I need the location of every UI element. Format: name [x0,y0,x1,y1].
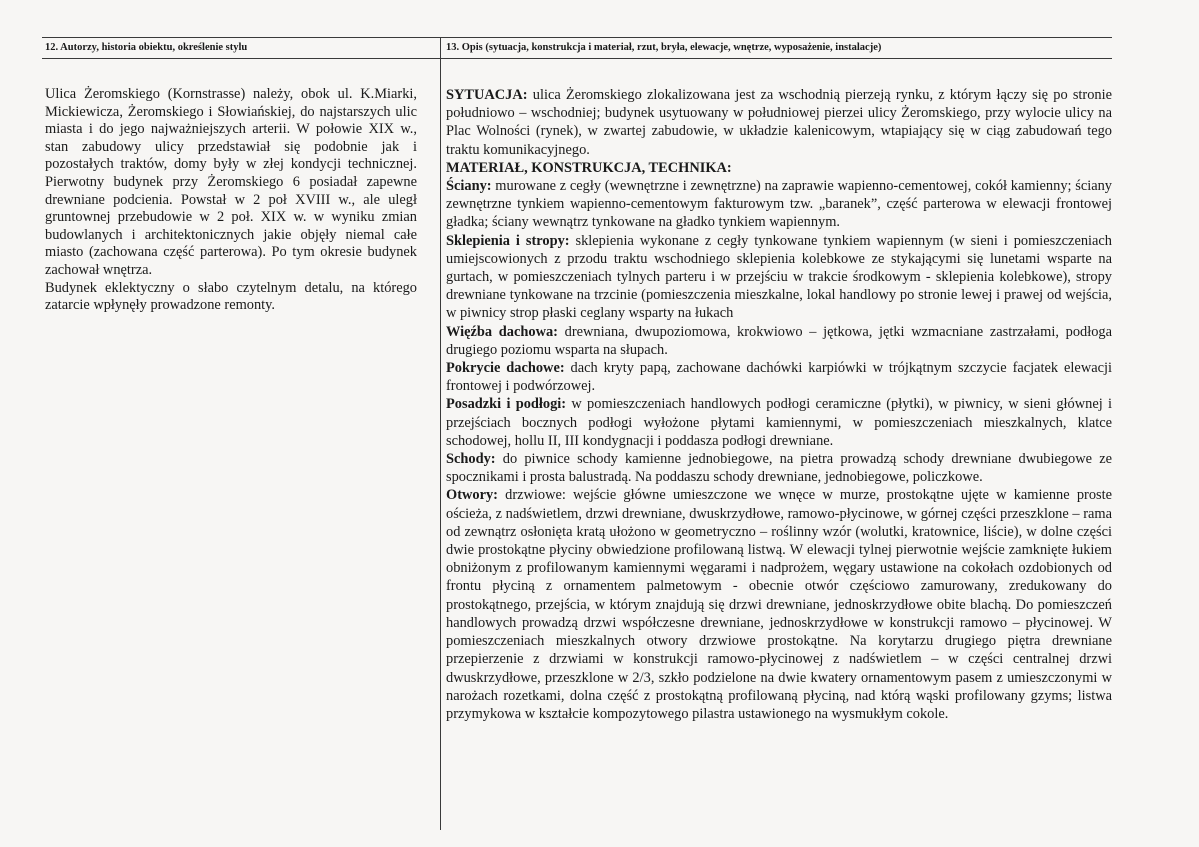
situation-paragraph [446,86,1112,159]
column-divider [440,37,441,830]
floors-text: w pomieszczeniach handlowych podłogi ceramiczne (płytki), w piwnicy, w sieni głównej i przejściach bocznych podłogi wyłożone płytami kamiennymi, w pomieszczeniach mieszkalnych, klatce schodowej, hollu II, III kondygnacji i poddasza podłogi drewniane. [446,396,1112,449]
walls-text: murowane z cegły (wewnętrzne i zewnętrzne) na zaprawie wapienno-cementowej, cokół kamienny; ściany zewnętrzne tynkiem wapienno-cementowym fakturowym tzw. „baranek”, część parterowa w elewacji frontowej gładka; ściany wewnątrz tynkowane na gładko tynkiem wapiennym. [446,178,1112,231]
vaults-label: Sklepienia i stropy: [446,232,570,249]
style-paragraph: Budynek eklektyczny o słabo czytelnym detalu, na którego zatarcie wpłynęły prowadzone remonty. [45,279,417,314]
roofing-text: dach kryty papą, zachowane dachówki karpiówki w trójkątnym szczycie facjatek elewacji frontowej i podwórzowej. [446,360,1112,395]
history-paragraph: Ulica Żeromskiego (Kornstrasse) należy, obok ul. K.Miarki, Mickiewicza, Żeromskiego i Słowiańskiej, do najstarszych ulic miasta i do jego najważniejszych arterii. W połowie XIX w., stan zabudowy ulicy przedstawiał się podobnie jak i pozostałych traktów, domy były w złej kondycji technicznej. Pierwotny budynek przy Żeromskiego 6 posiadał zapewne drewniane podcienia. Powstał w 2 poł XVIII w., ale uległ gruntownej przebudowie w 2 poł. XIX w. w wyniku zmian budowlanych i architektonicznych jakie objęły niemal całe miasto (zachowana część parterowa). Po tym okresie budynek zachował wnętrza. [45,86,417,278]
top-rule [42,37,1112,38]
situation-label: SYTUACJA: [446,87,528,103]
walls-label: Ściany: [446,178,492,195]
stairs-label: Schody: [446,451,496,468]
vaults-text: sklepienia wykonane z cegły tynkowane tynkiem wapiennym (w sieni i pomieszczeniach umiejscowionych z przodu traktu wschodniego sklepienia kolebkowe ze stykającymi się lunetami wsparte na gurtach, w pomieszczeniach tylnych parteru i w przejściu w trakcie środkowym - sklepienia kolebkowe), stropy drewniane tynkowane na trzcinie (pomieszczenia mieszkalne, lokal handlowy po stronie lewej i prawej od wejścia, w piwnicy strop płaski ceglany wsparty na łukach [446,232,1112,322]
walls-paragraph [446,177,1112,232]
history-section [45,86,417,315]
vaults-paragraph [446,232,1112,323]
floors-paragraph [446,395,1112,450]
description-section [446,86,1112,723]
roofing-label: Pokrycie dachowe: [446,360,565,377]
openings-label: Otwory: [446,487,498,504]
roof-truss-paragraph [446,323,1112,359]
situation-text: ulica Żeromskiego zlokalizowana jest za wschodnią pierzeją rynku, z którym łączy się po stronie południowo – wschodniej; budynek usytuowany w południowej pierzei ulicy Żeromskiego, przy wylocie ulicy na Plac Wolności (rynek), w zwartej zabudowie, w układzie kalenicowym, wtapiający się w ciąg zabudowań tego traktu komunikacyjnego. [446,87,1112,158]
left-column-header: 12. Autorzy, historia obiektu, określenie stylu [45,42,248,53]
right-column-header: 13. Opis (sytuacja, konstrukcja i materiał, rzut, bryła, elewacje, wnętrze, wyposażenie, instalacje) [446,42,882,53]
header-rule [42,58,1112,59]
openings-paragraph [446,486,1112,723]
roof-truss-text: drewniana, dwupoziomowa, krokwiowo – jętkowa, jętki wzmacniane zastrzałami, podłoga drugiego poziomu wsparta na słupach. [446,323,1112,358]
openings-text: drzwiowe: wejście główne umieszczone we wnęce w murze, prostokątne ujęte w kamienne proste ościeża, z nadświetlem, drzwi drewniane, dwuskrzydłowe, ramowo-płycinowe, w górnej części przeszklone – rama od zewnątrz osłonięta kratą ułożono w geometryczno – roślinny wzór (wolutki, kratownice, liście), w dolne części dwie prostokątne płyciny obwiedzione profilowaną listwą. W elewacji tylnej pierwotnie wejście zamknięte łukiem obniżonym z profilowanym kamiennymi węgarami i nadprożem, węgary ustawione na cokołach ozdobionych od frontu płyciną z ornamentem palmetowym - obecnie otwór częściowo zamurowany, zredukowany do prostokątnego, przejścia, w którym znajdują się drzwi drewniane, jednoskrzydłowe obite blachą. Do pomieszczeń handlowych prowadzą drzwi współczesne drewniane, jednoskrzydłowe w konstrukcji ramowo – płycinowej. W pomieszczeniach mieszkalnych otwory drzwiowe prostokątne. Na korytarzu drugiego piętra drewniane przepierzenie z drzwiami w konstrukcji ramowo-płycinowej z nadświetlem – w części centralnej drzwi dwuskrzydłowe, przeszklone w 2/3, szkło podzielone na dwie kwatery ornamentowym pasem z umieszczonymi w narożach rozetkami, dolna część z prostokątną profilowaną płyciną, nad którą wąski profilowany gzyms; listwa przymykowa w kształcie kompozytowego pilastra ustawionego na wysmukłym cokole. [446,487,1112,722]
floors-label: Posadzki i podłogi: [446,396,567,413]
stairs-text: do piwnice schody kamienne jednobiegowe, na pietra prowadzą schody drewniane dwubiegowe ze spocznikami i prosta balustradą. Na poddaszu schody drewniane, jednobiegowe, policzkowe. [446,451,1112,486]
materials-heading: MATERIAŁ, KONSTRUKCJA, TECHNIKA: [446,159,732,176]
roof-truss-label: Więźba dachowa: [446,323,558,340]
stairs-paragraph [446,450,1112,486]
roofing-paragraph [446,359,1112,395]
